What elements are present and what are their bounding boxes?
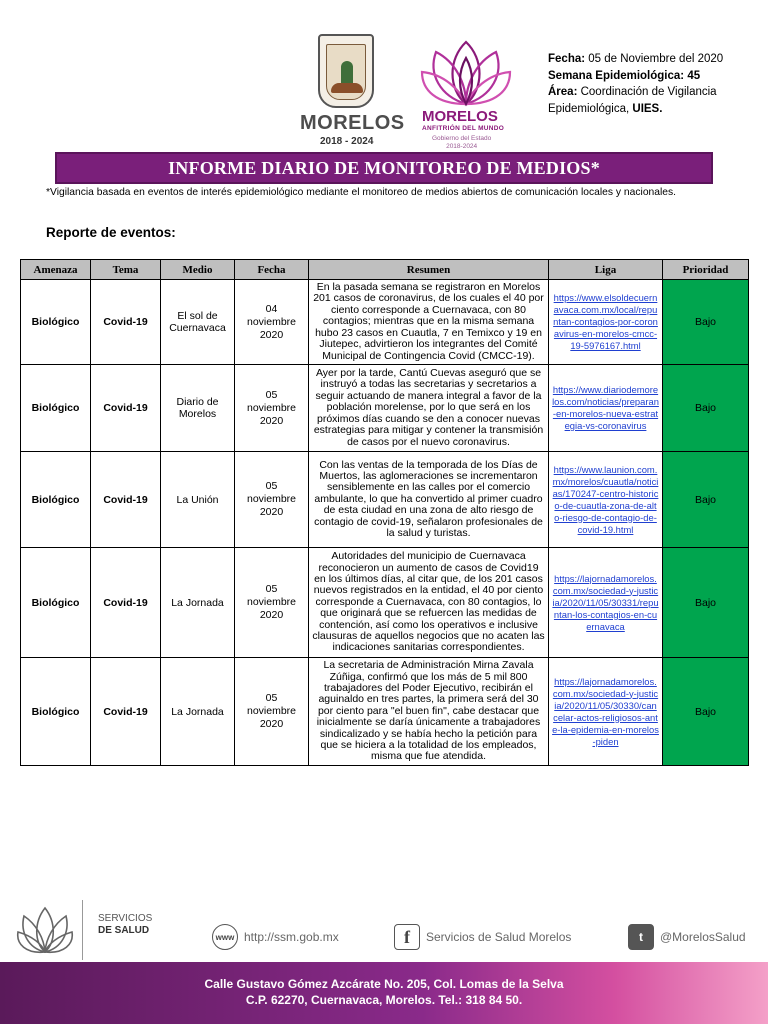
footnote: *Vigilancia basada en eventos de interés epidemiológico mediante el monitoreo de medios abiertos de comunicación locales y nacionales. <box>46 187 677 198</box>
left-logo-years: 2018 - 2024 <box>320 136 374 147</box>
cell-liga <box>549 658 663 766</box>
source-link[interactable]: https://www.launion.com.mx/morelos/cuautla/noticias/170247-centro-historico-de-cuautla-zona-de-alto-riesgo-de-contagio-de-covid-19.html <box>552 463 659 535</box>
right-logo-gov: Gobierno del Estado 2018-2024 <box>432 135 492 150</box>
cell-resumen: La secretaria de Administración Mirna Zavala Zúñiga, confirmó que los más de 5 mil 800 trabajadores del Poder Ejecutivo, recibirán el aguinaldo en tres partes, la primera será del 30 por ciento para "el buen fin", cabe destacar que inicialmente se daría únicamente a trabajadores sindicalizado y se había hecho la petición para que se hiciera a la totalidad de los empleados, misma que fue atendida. <box>309 658 549 766</box>
cell-liga <box>549 548 663 658</box>
footer-twitter[interactable] <box>628 924 746 950</box>
table-row <box>21 548 749 658</box>
cell-fecha: 05 noviembre 2020 <box>235 452 309 548</box>
fecha-value: 05 de Noviembre del 2020 <box>588 53 724 65</box>
cell-prioridad: Bajo <box>663 548 749 658</box>
cell-liga <box>549 280 663 365</box>
col-fecha: Fecha <box>235 260 309 280</box>
cell-medio: La Jornada <box>161 658 235 766</box>
cell-tema: Covid-19 <box>91 280 161 365</box>
area-label: Área: <box>548 86 578 98</box>
cell-fecha: 05 noviembre 2020 <box>235 365 309 452</box>
footer-address-bar <box>0 962 768 1024</box>
col-resumen: Resumen <box>309 260 549 280</box>
cell-resumen: En la pasada semana se registraron en Morelos 201 casos de coronavirus, de los cuales el 40 por ciento corresponde a Cuernavaca, con 80 contagios; mientras que en la misma semana hubo 23 casos en Cuautla, 7 en Temixco y 19 en Jiutepec, advirtieron los integrantes del Comité Municipal de Contingencia Covid (CMCC-19). <box>309 280 549 365</box>
report-meta <box>548 51 758 117</box>
cell-prioridad: Bajo <box>663 658 749 766</box>
page-header <box>0 28 768 148</box>
cell-tema: Covid-19 <box>91 452 161 548</box>
footer-address: Calle Gustavo Gómez Azcárate No. 205, Col. Lomas de la Selva C.P. 62270, Cuernavaca, Morelos. Tel.: 318 84 50. <box>204 977 564 1007</box>
morelos-shield-logo <box>318 34 374 108</box>
cell-fecha: 04 noviembre 2020 <box>235 280 309 365</box>
col-amenaza: Amenaza <box>21 260 91 280</box>
source-link[interactable]: https://www.elsoldecuernavaca.com.mx/local/repuntan-contagios-por-coronavirus-en-morelos-cmcc-19-5976167.html <box>553 292 658 351</box>
cell-amenaza: Biológico <box>21 548 91 658</box>
cell-tema: Covid-19 <box>91 658 161 766</box>
report-heading: Reporte de eventos: <box>46 225 176 240</box>
source-link[interactable]: https://lajornadamorelos.com.mx/sociedad-y-justicia/2020/11/05/30330/cancelar-actos-religiosos-ante-la-epidemia-en-morelos-piden <box>552 675 659 747</box>
col-medio: Medio <box>161 260 235 280</box>
footer-facebook[interactable] <box>394 924 571 950</box>
cell-liga <box>549 365 663 452</box>
flower-logo <box>418 34 514 114</box>
cell-medio: Diario de Morelos <box>161 365 235 452</box>
table-row <box>21 365 749 452</box>
semana-value: 45 <box>687 69 701 82</box>
col-prioridad: Prioridad <box>663 260 749 280</box>
left-logo-name: MORELOS <box>300 112 405 134</box>
facebook-text: Servicios de Salud Morelos <box>426 930 572 944</box>
cell-amenaza: Biológico <box>21 452 91 548</box>
cell-resumen: Ayer por la tarde, Cantú Cuevas aseguró que se instruyó a todas las secretarias y secretarios a seguir actuando de manera integral a favor de la población morelense, por lo que será en los próximos días cuando se den a conocer nuevas estrategias para mitigar y contener la transmisión de casos por el nuevo coronavirus. <box>309 365 549 452</box>
servicios-salud-text: SERVICIOS DE SALUD <box>98 913 153 936</box>
servicios-salud-logo-icon <box>16 898 74 958</box>
area-value: Coordinación de Vigilancia Epidemiológica, <box>548 86 717 115</box>
col-liga: Liga <box>549 260 663 280</box>
cell-resumen: Autoridades del municipio de Cuernavaca reconocieron un aumento de casos de Covid19 en los últimos días, al citar que, de los 201 casos nuevos registrados en la entidad, el 40 por ciento corresponde a Cuernavaca, con 80 contagios, lo que originará que se refuercen las medidas de contención, así como los operativos e inclusive clausuras de aquellos negocios que no acaten las indicaciones sanitarias correspondientes. <box>309 548 549 658</box>
table-row <box>21 452 749 548</box>
footer-website[interactable] <box>212 924 339 950</box>
col-tema: Tema <box>91 260 161 280</box>
cell-medio: La Unión <box>161 452 235 548</box>
globe-icon: www <box>212 924 238 950</box>
twitter-icon: t <box>628 924 654 950</box>
area-value-bold: UIES. <box>632 102 663 115</box>
footer-separator <box>82 900 83 960</box>
cell-amenaza: Biológico <box>21 365 91 452</box>
source-link[interactable]: https://lajornadamorelos.com.mx/sociedad-y-justicia/2020/11/05/30331/repuntan-los-contagios-en-cuernavaca <box>552 572 659 632</box>
cell-resumen: Con las ventas de la temporada de los Días de Muertos, las aglomeraciones se incrementaron sensiblemente en las calles por el comercio ambulante, lo que ha convertido al primer cuadro de esta ciudad en una zona de alto riesgo de contagio de covid-19, señalaron profesionales de la salud y turistas. <box>309 452 549 548</box>
facebook-icon: f <box>394 924 420 950</box>
events-table <box>20 259 749 766</box>
cell-tema: Covid-19 <box>91 548 161 658</box>
report-title: INFORME DIARIO DE MONITOREO DE MEDIOS* <box>168 157 600 178</box>
website-text: http://ssm.gob.mx <box>244 930 339 944</box>
table-header-row <box>21 260 749 280</box>
cell-medio: La Jornada <box>161 548 235 658</box>
cell-liga <box>549 452 663 548</box>
cell-medio: El sol de Cuernavaca <box>161 280 235 365</box>
table-row <box>21 280 749 365</box>
cell-tema: Covid-19 <box>91 365 161 452</box>
twitter-text: @MorelosSalud <box>660 930 746 944</box>
cell-fecha: 05 noviembre 2020 <box>235 658 309 766</box>
cell-prioridad: Bajo <box>663 280 749 365</box>
cell-fecha: 05 noviembre 2020 <box>235 548 309 658</box>
right-logo-name: MORELOS <box>422 108 498 125</box>
table-row <box>21 658 749 766</box>
cell-prioridad: Bajo <box>663 365 749 452</box>
right-logo-tagline: ANFITRIÓN DEL MUNDO <box>422 125 505 132</box>
cell-amenaza: Biológico <box>21 280 91 365</box>
report-title-bar <box>55 152 713 184</box>
source-link[interactable]: https://www.diariodemorelos.com/noticias/preparan-en-morelos-nueva-estrategia-vs-coronavirus <box>552 384 659 431</box>
cell-prioridad: Bajo <box>663 452 749 548</box>
cell-amenaza: Biológico <box>21 658 91 766</box>
fecha-label: Fecha: <box>548 53 586 65</box>
semana-label: Semana Epidemiológica: <box>548 69 685 82</box>
